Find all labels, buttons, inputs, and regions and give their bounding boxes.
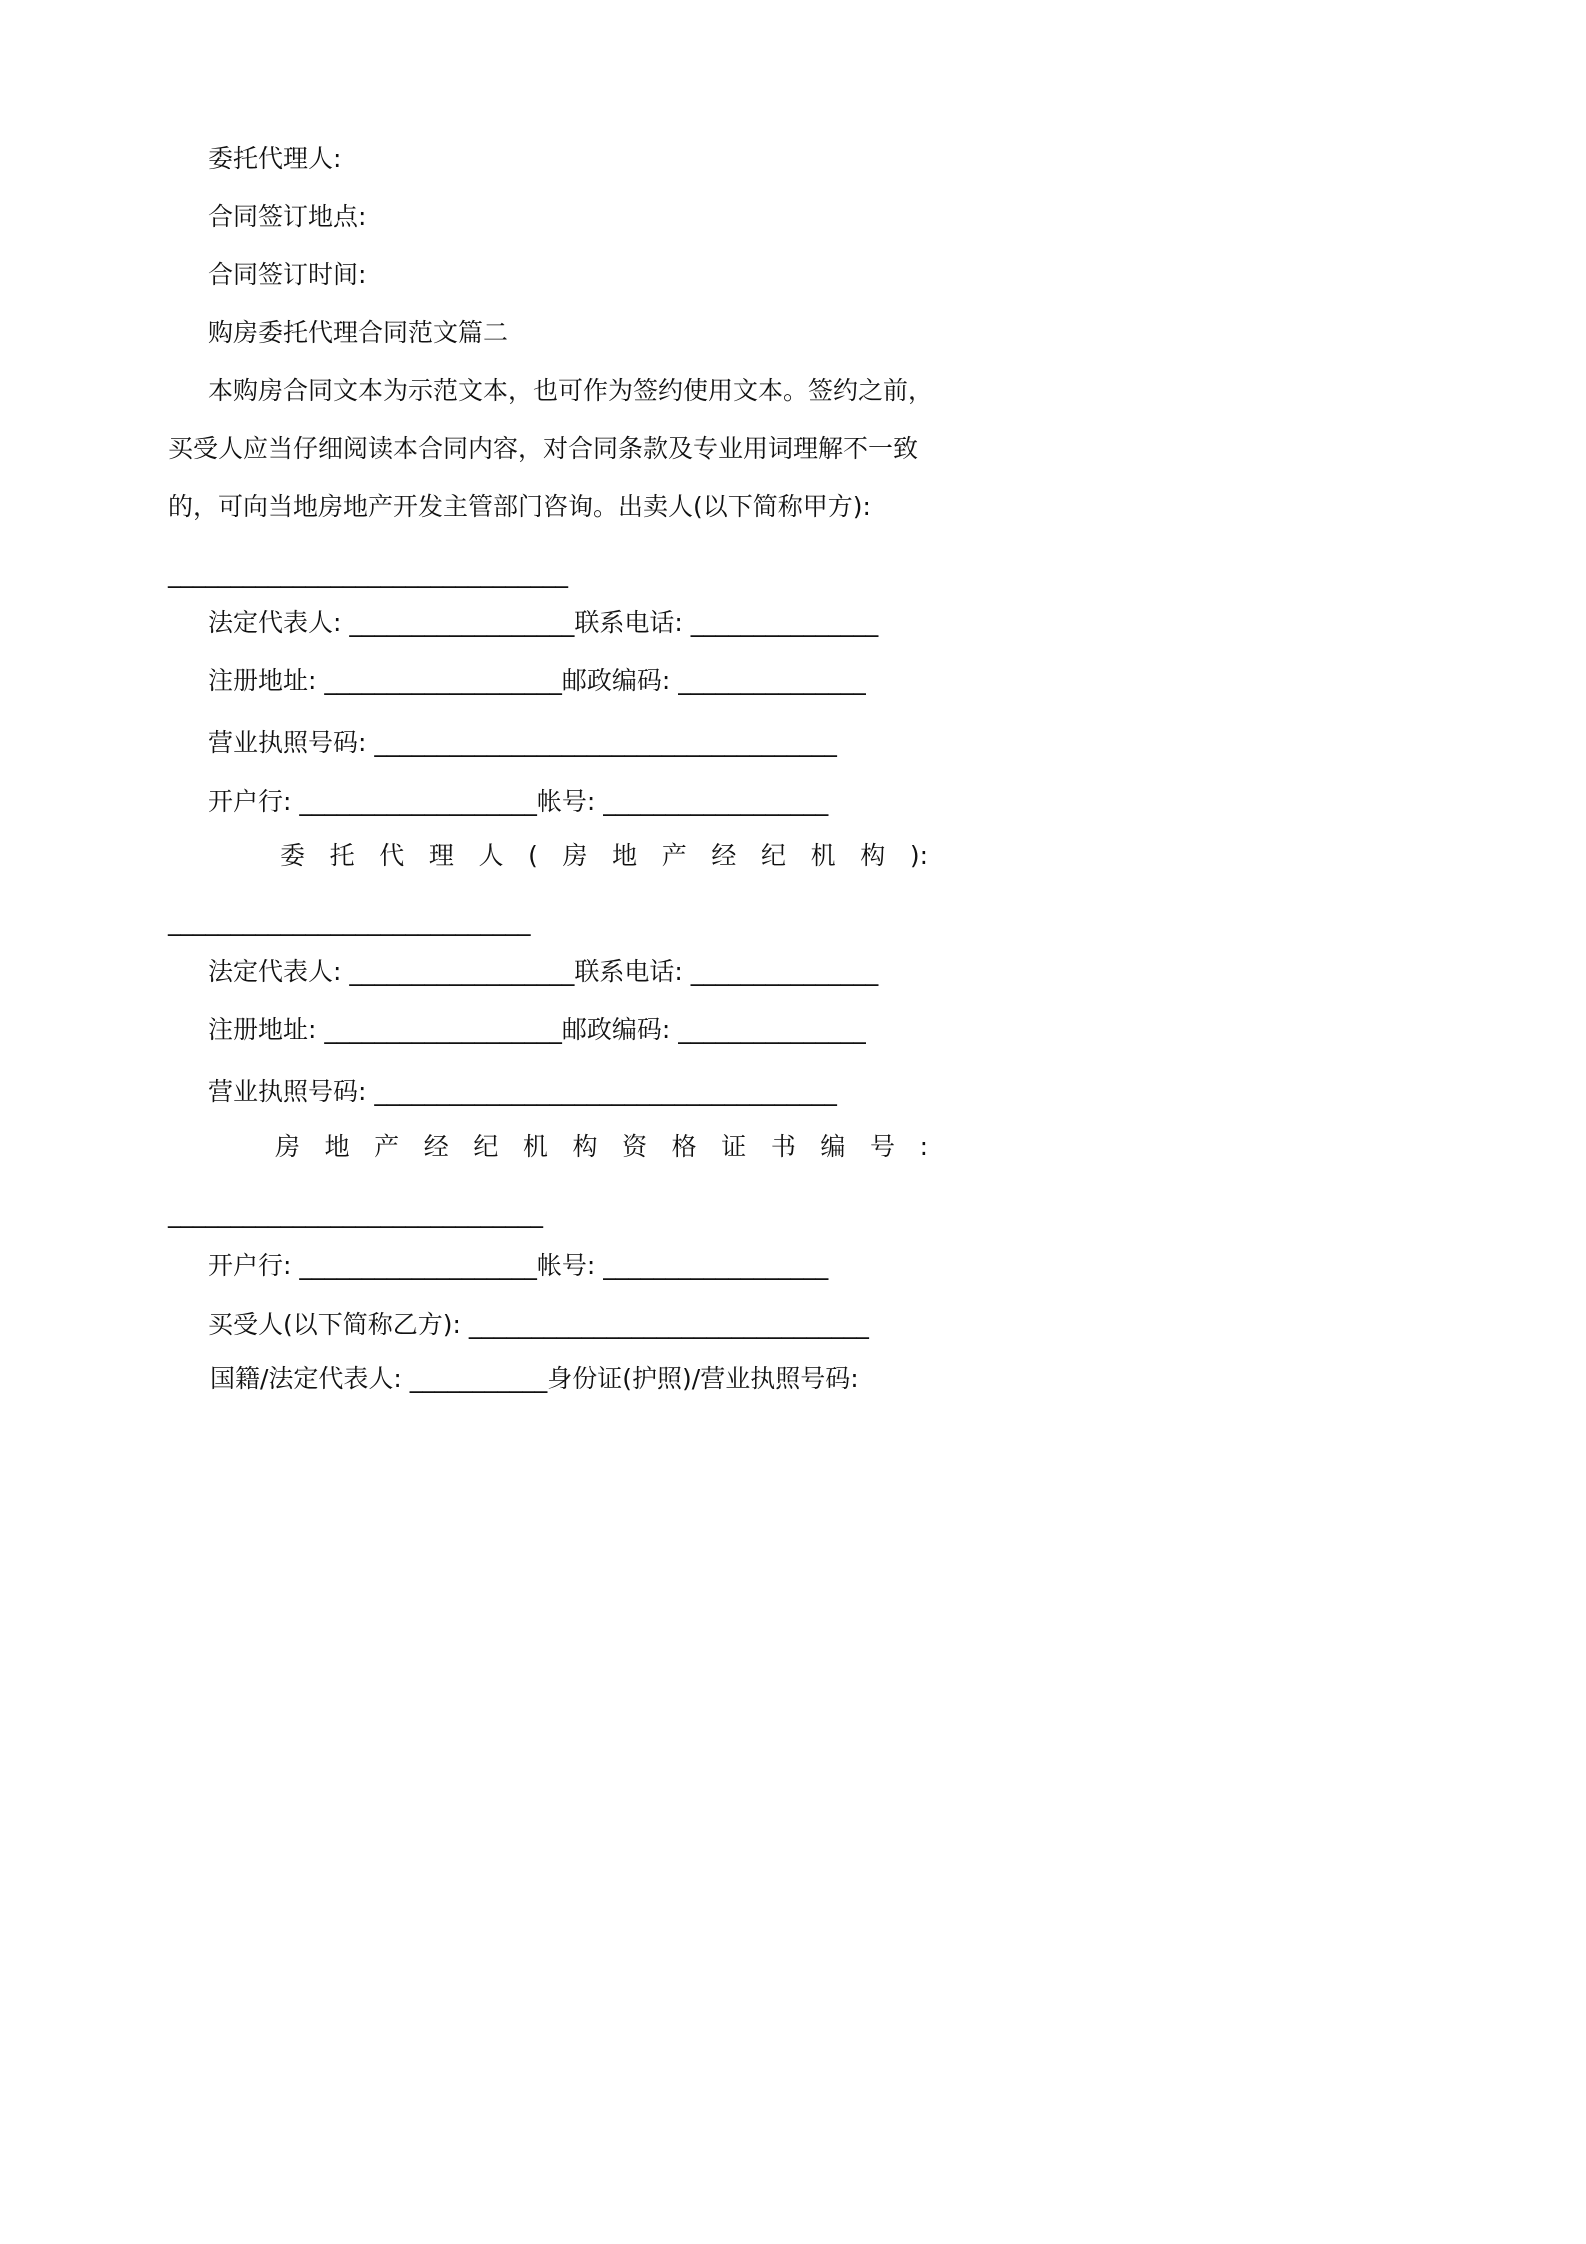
- agency-license-line: 营业执照号码: _____________________________________: [208, 1077, 837, 1106]
- agency-bank-line: 开户行: ___________________帐号: __________________: [208, 1251, 829, 1280]
- section-title: 购房委托代理合同范文篇二: [208, 318, 509, 347]
- agency-cert-blank-line: ______________________________: [168, 1199, 543, 1228]
- seller-license-line: 营业执照号码: _____________________________________: [208, 728, 837, 757]
- agency-cert-heading-line: 房地产经纪机构资格证书编号:: [275, 1132, 928, 1161]
- intro-line-2: 买受人应当仔细阅读本合同内容，对合同条款及专业用词理解不一致: [168, 434, 919, 463]
- agency-address-zip-line: 注册地址: ___________________邮政编码: _______________: [208, 1015, 866, 1044]
- seller-rep-phone-line: 法定代表人: __________________联系电话: _______________: [208, 608, 879, 637]
- seller-bank-line: 开户行: ___________________帐号: __________________: [208, 787, 829, 816]
- seller-address-zip-line: 注册地址: ___________________邮政编码: _______________: [208, 666, 866, 695]
- sign-place-line: 合同签订地点:: [208, 202, 367, 231]
- buyer-nationality-id-line: 国籍/法定代表人: ___________身份证(护照)/营业执照号码:: [210, 1364, 859, 1393]
- seller-blank-line: ________________________________: [168, 559, 568, 588]
- agency-blank-line: _____________________________: [168, 907, 531, 936]
- sign-time-line: 合同签订时间:: [208, 260, 367, 289]
- agency-heading-line: 委托代理人(房地产经纪机构):: [280, 841, 928, 870]
- document-page: [0, 0, 1110, 1568]
- intro-line-3: 的，可向当地房地产开发主管部门咨询。出卖人(以下简称甲方):: [168, 492, 871, 521]
- intro-line-1: 本购房合同文本为示范文本，也可作为签约使用文本。签约之前，: [208, 376, 934, 405]
- agent-line: 委托代理人:: [208, 144, 342, 173]
- agency-rep-phone-line: 法定代表人: __________________联系电话: _______________: [208, 957, 879, 986]
- buyer-line: 买受人(以下简称乙方): ________________________________: [208, 1310, 869, 1339]
